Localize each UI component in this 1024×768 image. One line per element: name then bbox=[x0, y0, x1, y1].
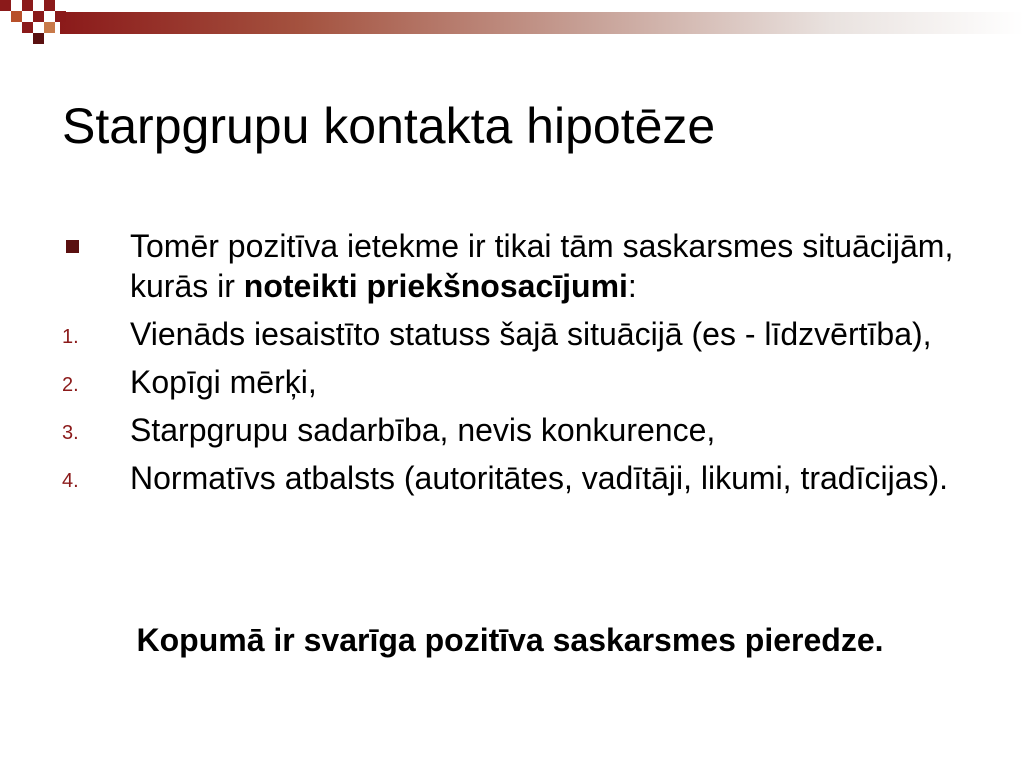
numbered-item-text: Starpgrupu sadarbība, nevis konkurence, bbox=[130, 412, 716, 448]
decorative-square bbox=[0, 0, 11, 11]
decorative-square bbox=[22, 22, 33, 33]
numbered-item-2 bbox=[62, 362, 972, 402]
numbered-item-3 bbox=[62, 410, 972, 450]
decorative-square bbox=[11, 11, 22, 22]
decorative-square bbox=[33, 33, 44, 44]
number-marker: 3. bbox=[62, 422, 79, 444]
decorative-square bbox=[44, 22, 55, 33]
decorative-square bbox=[22, 0, 33, 11]
slide-title: Starpgrupu kontakta hipotēze bbox=[62, 98, 716, 154]
summary-statement: Kopumā ir svarīga pozitīva saskarsmes pieredze. bbox=[136, 622, 884, 658]
square-bullet-icon bbox=[66, 240, 79, 253]
decorative-square bbox=[33, 11, 44, 22]
decorative-header-band bbox=[0, 0, 1024, 44]
numbered-item-text: Vienāds iesaistīto statuss šajā situācijā (es - līdzvērtība), bbox=[130, 316, 932, 352]
slide-body bbox=[62, 226, 972, 506]
bullet-text-regular: Tomēr pozitīva ietekme ir tikai tām saskarsmes situācijām, kurās ir bbox=[130, 228, 954, 304]
bullet-text-colon: : bbox=[627, 268, 637, 304]
number-marker: 4. bbox=[62, 470, 79, 492]
number-marker: 2. bbox=[62, 374, 79, 396]
decorative-square bbox=[55, 11, 66, 22]
numbered-item-4 bbox=[62, 458, 972, 498]
header-gradient-bar bbox=[60, 12, 1024, 34]
bullet-text-bold: noteikti priekšnosacījumi bbox=[243, 268, 628, 304]
numbered-item-text: Kopīgi mērķi, bbox=[130, 364, 317, 400]
numbered-item-1 bbox=[62, 314, 972, 354]
numbered-item-text: Normatīvs atbalsts (autoritātes, vadītāji, likumi, tradīcijas). bbox=[130, 460, 949, 496]
bullet-text bbox=[130, 228, 953, 304]
bullet-item bbox=[62, 226, 972, 306]
decorative-square bbox=[44, 0, 55, 11]
number-marker: 1. bbox=[62, 326, 79, 348]
